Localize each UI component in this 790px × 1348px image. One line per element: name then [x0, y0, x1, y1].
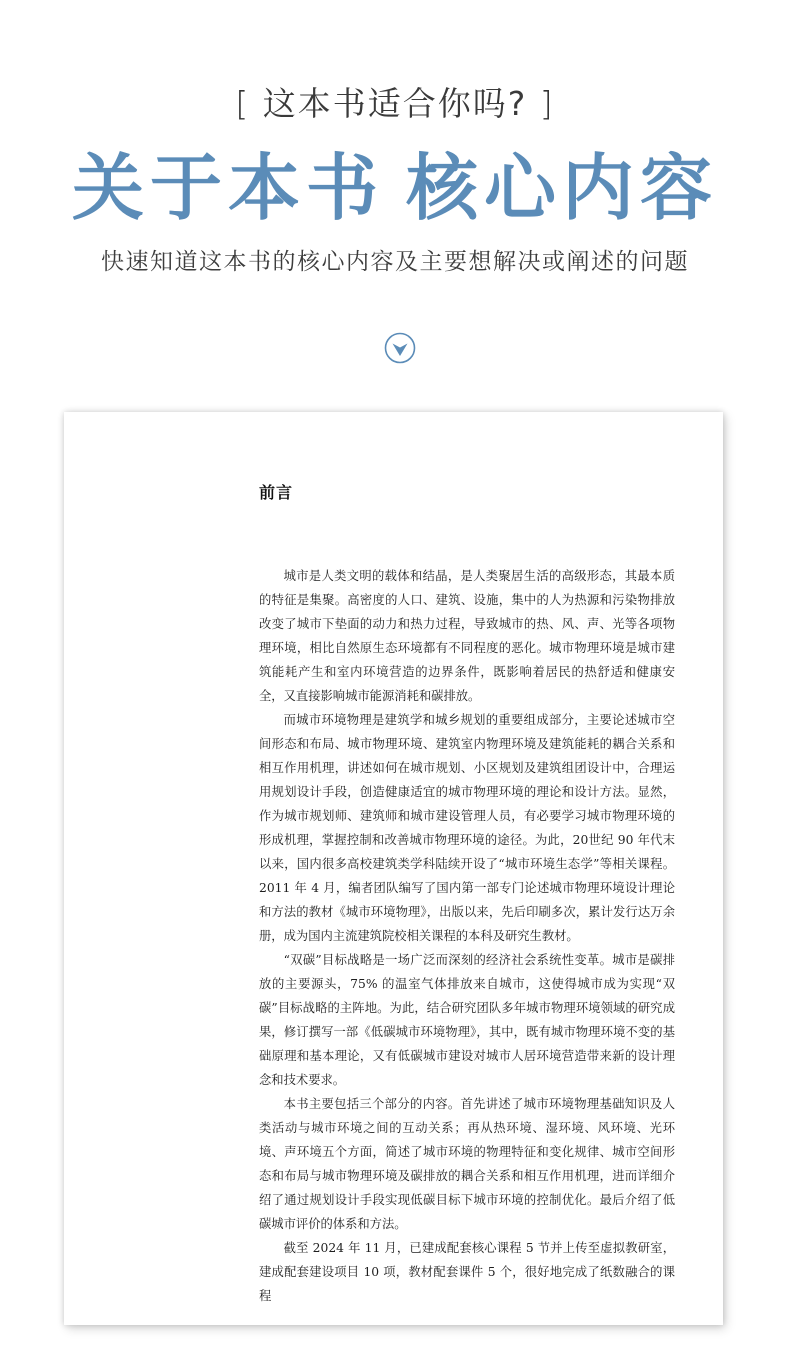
- chevron-down-circle-icon: [384, 332, 416, 364]
- book-page-preview: [64, 412, 723, 1325]
- bracket-open: [: [235, 84, 251, 123]
- tagline-text: 这本书适合你吗?: [262, 84, 528, 123]
- section-tagline: [0, 82, 790, 126]
- hero-subtitle: 快速知道这本书的核心内容及主要想解决或阐述的问题: [101, 249, 689, 275]
- hero-title-part1: 关于本书: [71, 145, 384, 230]
- paragraph: “双碳”目标战略是一场广泛而深刻的经济社会系统性变革。城市是碳排放的主要源头，75% 的温室气体排放来自城市，这使得城市成为实现“双碳”目标战略的主阵地。为此，结合研究团队多年城市物理环境领域的研究成果，修订撰写一部《低碳城市环境物理》，其中，既有城市物理环境不变的基础原理和基本理论，又有低碳城市建设对城市人居环境营造带来新的设计理念和技术要求。: [259, 953, 675, 1087]
- paragraph: 截至 2024 年 11 月，已建成配套核心课程 5 节并上传至虚拟教研室，建成配套建设项目 10 项，教材配套课件 5 个，很好地完成了纸数融合的课程: [259, 1241, 675, 1303]
- paragraph: 城市是人类文明的载体和结晶，是人类聚居生活的高级形态，其最本质的特征是集聚。高密度的人口、建筑、设施，集中的人为热源和污染物排放改变了城市下垫面的动力和热力过程，导致城市的热、风、声、光等各项物理环境，相比自然原生态环境都有不同程度的恶化。城市物理环境是城市建筑能耗产生和室内环境营造的边界条件，既影响着居民的热舒适和健康安全，又直接影响城市能源消耗和碳排放。: [259, 569, 675, 703]
- hero-title-part2: 核心内容: [406, 145, 719, 230]
- paragraph: 本书主要包括三个部分的内容。首先讲述了城市环境物理基础知识及人类活动与城市环境之间的互动关系；再从热环境、湿环境、风环境、光环境、声环境五个方面，简述了城市环境的物理特征和变化规律、城市空间形态和布局与城市物理环境及碳排放的耦合关系和相互作用机理，进而详细介绍了通过规划设计手段实现低碳目标下城市环境的控制优化。最后介绍了低碳城市评价的体系和方法。: [259, 1097, 675, 1231]
- hero-title: [0, 143, 790, 233]
- document-heading: 前言: [259, 483, 294, 502]
- document-body: [259, 564, 675, 1308]
- bracket-close: ]: [539, 84, 555, 123]
- paragraph: 而城市环境物理是建筑学和城乡规划的重要组成部分，主要论述城市空间形态和布局、城市物理环境、建筑室内物理环境及建筑能耗的耦合关系和相互作用机理，讲述如何在城市规划、小区规划及建筑组团设计中，合理运用规划设计手段，创造健康适宜的城市物理环境的理论和设计方法。显然，作为城市规划师、建筑师和城市建设管理人员，有必要学习城市物理环境的形成机理，掌握控制和改善城市物理环境的途径。为此，20世纪 90 年代末以来，国内很多高校建筑类学科陆续开设了“城市环境生态学”等相关课程。2011 年 4 月，编者团队编写了国内第一部专门论述城市物理环境设计理论和方法的教材《城市环境物理》，出版以来，先后印刷多次，累计发行达万余册，成为国内主流建筑院校相关课程的本科及研究生教材。: [259, 713, 675, 943]
